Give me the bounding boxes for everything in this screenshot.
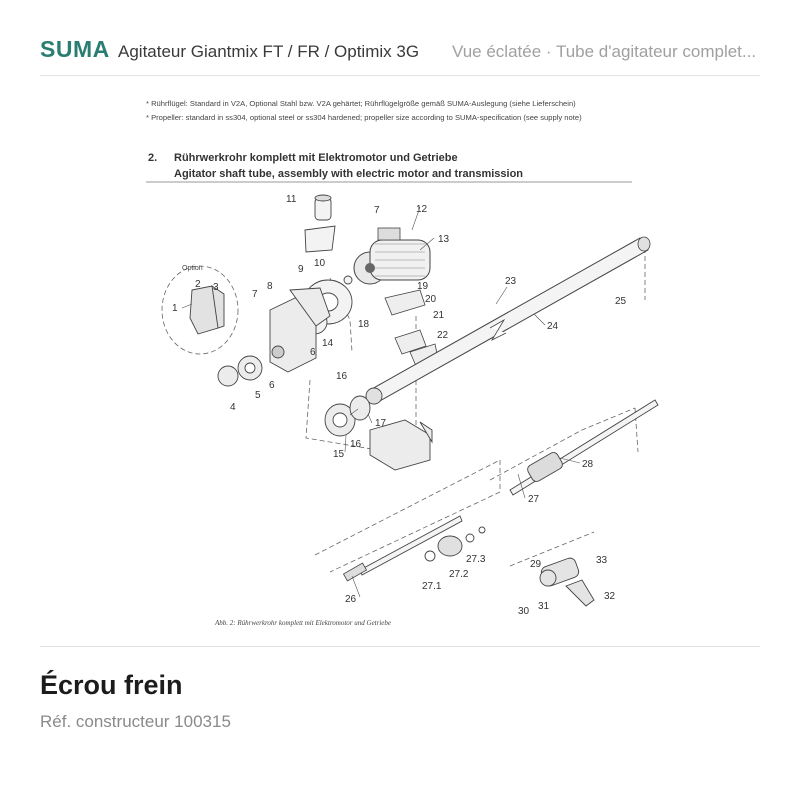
callout-label: 6 (269, 380, 275, 391)
callout-label: 24 (547, 321, 559, 332)
part-name: Écrou frein (40, 670, 183, 700)
content-divider (40, 646, 760, 647)
figure-caption: Abb. 2: Rührwerkrohr komplett mit Elektromotor und Getriebe (215, 619, 392, 627)
callout-label: 12 (416, 204, 428, 215)
header-divider (40, 75, 760, 76)
exploded-view-drawing (120, 90, 680, 635)
section-title-german: Rührwerkrohr komplett mit Elektromotor und Getriebe (174, 152, 458, 164)
callout-label: 16 (350, 439, 362, 450)
brand-logo[interactable]: SUMA (40, 36, 110, 62)
callout-label: 22 (437, 330, 449, 341)
option-label: Option (182, 265, 203, 272)
model-title: Agitateur Giantmix FT / FR / Optimix 3G (118, 42, 420, 61)
view-title: Vue éclatée · Tube d'agitateur complet... (452, 42, 757, 61)
section-number: 2. (148, 152, 158, 164)
callout-label: 25 (615, 296, 627, 307)
callout-label: 29 (530, 559, 542, 570)
note-german: * Rührflügel: Standard in V2A, Optional Stahl bzw. V2A gehärtet; Rührflügelgröße gemäß SUMA-Auslegung (siehe Lieferschein) (146, 99, 576, 108)
callout-label: 1 (172, 303, 178, 314)
callout-label: 21 (433, 310, 445, 321)
propeller-assembly (540, 556, 594, 606)
callout-label: 2 (195, 279, 201, 290)
callout-label: 26 (345, 594, 357, 605)
note-english: * Propeller: standard in ss304, optional steel or ss304 hardened; propeller size according to SUMA-specification (see supply note) (146, 113, 582, 122)
callout-label: 11 (286, 194, 297, 205)
header (40, 36, 760, 68)
callout-label: 10 (314, 258, 326, 269)
callout-label: 33 (596, 555, 608, 566)
callout-label: 15 (333, 449, 345, 460)
exploded-view-diagram (120, 90, 680, 635)
callout-label: 3 (213, 282, 219, 293)
callout-label: 27.2 (449, 569, 469, 580)
callout-label: 18 (358, 319, 370, 330)
callout-label: 8 (267, 281, 273, 292)
callout-label: 20 (425, 294, 437, 305)
callout-label: 14 (322, 338, 334, 349)
section-title-english: Agitator shaft tube, assembly with electric motor and transmission (174, 168, 524, 180)
callout-label: 32 (604, 591, 616, 602)
reference-label: Réf. constructeur (40, 712, 175, 731)
callout-label: 27.3 (466, 554, 486, 565)
callout-label: 23 (505, 276, 517, 287)
callout-label: 31 (538, 601, 550, 612)
gearbox (218, 288, 330, 386)
callout-label: 7 (252, 289, 258, 300)
callout-label: 27.1 (422, 581, 442, 592)
reference-number: 100315 (174, 712, 231, 731)
callout-label: 17 (375, 418, 387, 429)
callout-label: 4 (230, 402, 236, 413)
callout-label: 5 (255, 390, 261, 401)
callout-label: 6 (310, 347, 316, 358)
callout-label: 19 (417, 281, 429, 292)
callout-label: 30 (518, 606, 530, 617)
callout-label: 16 (336, 371, 348, 382)
callout-label: 27 (528, 494, 540, 505)
callout-label: 13 (438, 234, 450, 245)
part-reference (40, 712, 231, 732)
callout-label: 9 (298, 264, 304, 275)
optional-guard (190, 286, 224, 334)
callout-label: 28 (582, 459, 594, 470)
motor (354, 228, 430, 284)
callout-label: 7 (374, 205, 380, 216)
